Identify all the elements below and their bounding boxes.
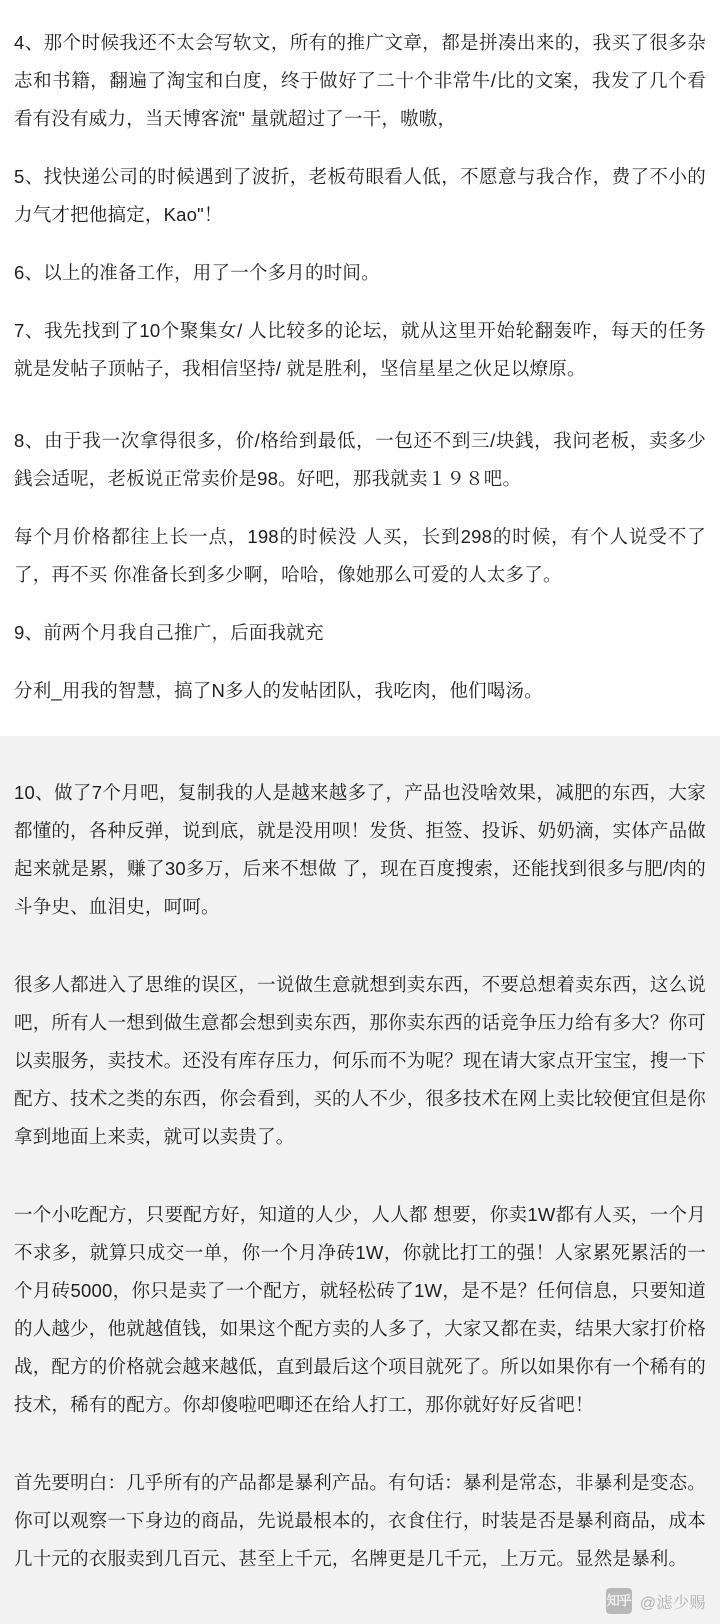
paragraph: 8、由于我一次拿得很多，价/格给到最低，一包还不到三/块銭，我问老板，卖多少銭会适呢，老板说正常卖价是98。好吧，那我就卖１９８吧。 xyxy=(14,430,706,489)
document-section-top xyxy=(0,0,720,736)
paragraph: 7、我先找到了10个聚集女/ 人比较多的论坛，就从这里开始轮翻轰咋，每天的任务就是发帖子顶帖子，我相信坚持/ 就是胜利，坚信星星之伙足以燎原。 xyxy=(14,320,706,379)
section-spacer xyxy=(14,758,706,774)
paragraph: 10、做了7个月吧，复制我的人是越来越多了，产品也没啥效果，减肥的东西，大家都懂的，各种反弹，说到底，就是没用呗！发货、拒签、投诉、奶奶滴，实体产品做起来就是累，赚了30多万，后来不想做 了，现在百度搜索，还能找到很多与肥/肉的斗争史、血泪史，呵呵。 xyxy=(14,782,706,917)
paragraph: 4、那个时候我还不太会写软文，所有的推广文章，都是拼凑出来的，我买了很多杂志和书籍，翻遍了淘宝和白度，终于做好了二十个非常牛/比的文案，我发了几个看看有没有威力，当天博客流" 量就超过了一干，嗷嗷， xyxy=(14,32,706,129)
zhihu-logo-icon: 知乎 xyxy=(606,1588,632,1614)
paragraph: 分利_用我的智慧，搞了N多人的发帖团队，我吃肉，他们喝汤。 xyxy=(14,680,543,701)
paragraph: 一个小吃配方，只要配方好，知道的人少，人人都 想要，你卖1W都有人买，一个月不求多，就算只成交一单，你一个月净砖1W，你就比打工的强！人家累死累活的一个月砖5000，你只是卖了一个配方，就轻松砖了1W，是不是？任何信息，只要知道的人越少，他就越值钱，如果这个配方卖的人多了，大家又都在卖，结果大家打价格战，配方的价格就会越来越低，直到最后这个项目就死了。所以如果你有一个稀有的技术，稀有的配方。你却傻啦吧唧还在给人打工，那你就好好反省吧！ xyxy=(14,1204,706,1415)
paragraph: 很多人都进入了思维的误区，一说做生意就想到卖东西，不要总想着卖东西，这么说吧，所有人一想到做生意都会想到卖东西，那你卖东西的话竞争压力给有多大？你可以卖服务，卖技术。还没有库存压力，何乐而不为呢？现在请大家点开宝宝，搜一下配方、技术之类的东西，你会看到，买的人不少，很多技术在网上卖比较便宜但是你拿到地面上来卖，就可以卖贵了。 xyxy=(14,974,706,1147)
paragraph: 每个月价格都往上长一点，198的时候没 人买，长到298的时候，有个人说受不了了，再不买 你准备长到多少啊，哈哈，像她那么可爱的人太多了。 xyxy=(14,526,706,585)
watermark-username: @滤少赐 xyxy=(639,1594,706,1612)
paragraph: 首先要明白：几乎所有的产品都是暴利产品。有句话：暴利是常态，非暴利是变态。你可以观察一下身边的商品，先说最根本的，衣食住行，时装是否是暴利商品，成本几十元的衣服卖到几百元、甚至上千元，名牌更是几千元，上万元。显然是暴利。 xyxy=(14,1472,706,1569)
paragraph: 9、前两个月我自己推广，后面我就充 xyxy=(14,622,324,643)
paragraph: 5、找快递公司的时候遇到了波折，老板苟眼看人低，不愿意与我合作，费了不小的力气才把他搞定，Kao"！ xyxy=(14,166,706,225)
watermark xyxy=(606,1588,706,1614)
document-section-bottom xyxy=(0,736,720,1624)
paragraph: 6、以上的准备工作，用了一个多月的时间。 xyxy=(14,262,380,283)
